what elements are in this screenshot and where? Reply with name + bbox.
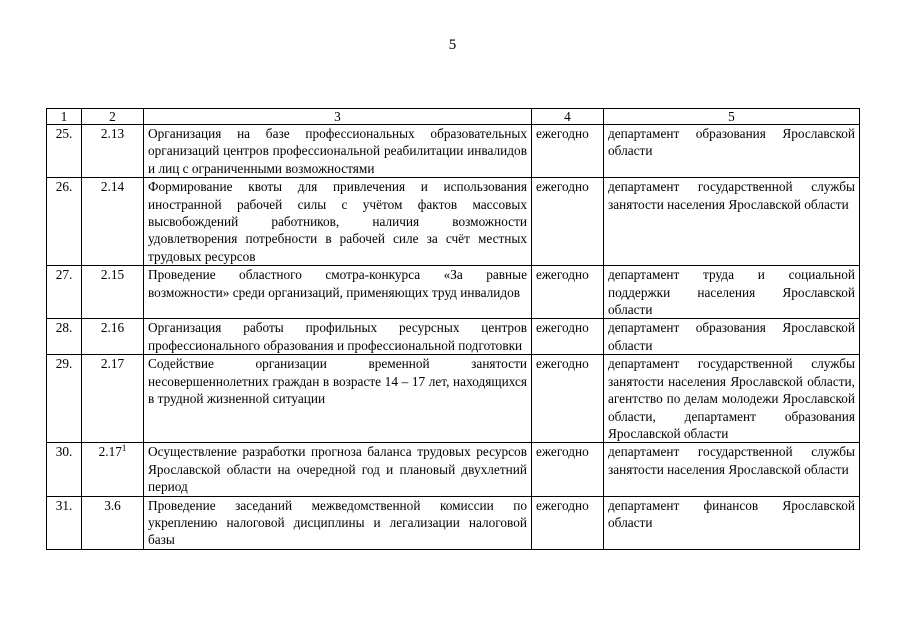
table-row	[47, 125, 860, 178]
header-col-1: 1	[47, 109, 82, 125]
row-number-cell: 29.	[47, 355, 82, 443]
item-code: 3.6	[104, 497, 121, 513]
executor-cell: департамент государственной службы занятости населения Ярославской области, агентство по делам молодежи Ярославской области, департамент образования Ярославской области	[604, 355, 860, 443]
item-code-cell	[82, 178, 144, 266]
measure-cell: Проведение заседаний межведомственной комиссии по укреплению налоговой дисциплины и легализации налоговой базы	[144, 496, 532, 549]
row-number-cell: 25.	[47, 125, 82, 178]
item-code-cell	[82, 125, 144, 178]
measure-cell: Содействие организации временной занятости несовершеннолетних граждан в возрасте 14 – 17 лет, находящихся в трудной жизненной ситуации	[144, 355, 532, 443]
item-code: 2.17	[100, 356, 125, 372]
item-code: 2.16	[100, 320, 125, 336]
executor-cell: департамент труда и социальной поддержки населения Ярославской области	[604, 266, 860, 319]
row-number-cell: 26.	[47, 178, 82, 266]
table-row	[47, 178, 860, 266]
executor-cell: департамент образования Ярославской области	[604, 319, 860, 355]
measure-cell: Осуществление разработки прогноза баланса трудовых ресурсов Ярославской области на очередной год и плановый двухлетний период	[144, 443, 532, 496]
item-code: 2.17	[98, 444, 122, 460]
executor-cell: департамент образования Ярославской области	[604, 125, 860, 178]
item-code: 2.15	[100, 267, 125, 283]
item-code-cell	[82, 496, 144, 549]
table-row	[47, 496, 860, 549]
row-number-cell: 28.	[47, 319, 82, 355]
item-code: 2.14	[100, 179, 125, 195]
period-cell: ежегодно	[532, 266, 604, 319]
measures-table	[46, 108, 860, 550]
period-cell: ежегодно	[532, 355, 604, 443]
executor-cell: департамент финансов Ярославской области	[604, 496, 860, 549]
period-cell: ежегодно	[532, 178, 604, 266]
item-code-cell	[82, 266, 144, 319]
period-cell: ежегодно	[532, 496, 604, 549]
header-col-4: 4	[532, 109, 604, 125]
header-col-2: 2	[82, 109, 144, 125]
measure-cell: Проведение областного смотра-конкурса «За равные возможности» среди организаций, применяющих труд инвалидов	[144, 266, 532, 319]
period-cell: ежегодно	[532, 443, 604, 496]
table-header-row	[47, 109, 860, 125]
row-number-cell: 30.	[47, 443, 82, 496]
period-cell: ежегодно	[532, 125, 604, 178]
item-code-cell	[82, 355, 144, 443]
executor-cell: департамент государственной службы занятости населения Ярославской области	[604, 443, 860, 496]
measure-cell: Организация работы профильных ресурсных центров профессионального образования и профессиональной подготовки	[144, 319, 532, 355]
table-row	[47, 266, 860, 319]
table-row	[47, 319, 860, 355]
header-col-5: 5	[604, 109, 860, 125]
table-row	[47, 355, 860, 443]
measure-cell: Формирование квоты для привлечения и использования иностранной рабочей силы с учётом фактов массовых высвобождений работников, наличия возможности удовлетворения потребности в рабочей силе за счёт местных трудовых ресурсов	[144, 178, 532, 266]
item-code: 2.13	[100, 126, 125, 141]
executor-cell: департамент государственной службы занятости населения Ярославской области	[604, 178, 860, 266]
item-code-cell	[82, 319, 144, 355]
table-row	[47, 443, 860, 496]
page-number: 5	[448, 37, 457, 53]
row-number-cell: 27.	[47, 266, 82, 319]
item-code-cell	[82, 443, 144, 496]
header-col-3: 3	[144, 109, 532, 125]
period-cell: ежегодно	[532, 319, 604, 355]
measure-cell: Организация на базе профессиональных образовательных организаций центров профессиональной реабилитации инвалидов и лиц с ограниченными возможностями	[144, 125, 532, 178]
row-number-cell: 31.	[47, 496, 82, 549]
item-code-superscript: 1	[121, 443, 127, 454]
